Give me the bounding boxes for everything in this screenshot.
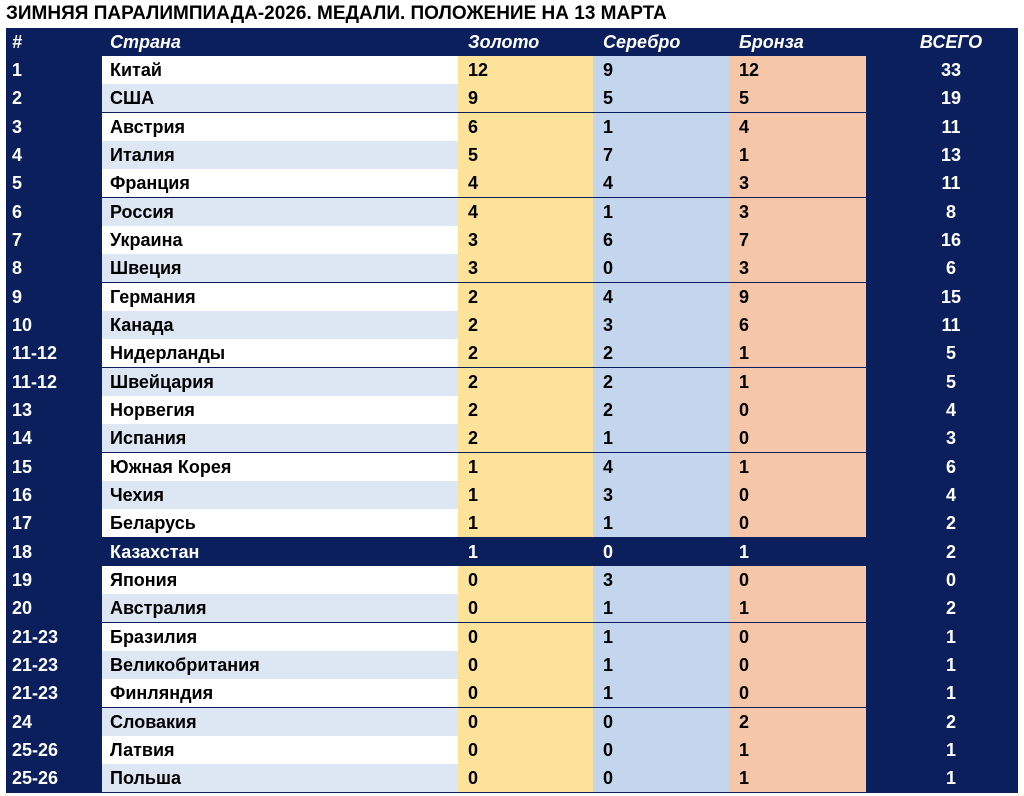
total-cell: 33 xyxy=(940,60,962,80)
total-cell: 3 xyxy=(945,428,956,449)
bronze-cell: 4 xyxy=(729,113,866,141)
rank-cell: 25-26 xyxy=(12,768,59,789)
bronze-cell: 9 xyxy=(729,283,866,311)
table-row xyxy=(6,424,1018,452)
bronze-cell: 12 xyxy=(729,56,866,84)
bronze-cell: 1 xyxy=(729,141,866,169)
header-bronze: Бронза xyxy=(739,32,804,52)
gold-cell: 2 xyxy=(458,283,593,311)
country-cell: Франция xyxy=(102,169,458,197)
header-gold: Золото xyxy=(468,32,540,52)
rank-cell: 24 xyxy=(12,711,33,732)
silver-cell: 2 xyxy=(593,368,729,396)
gold-cell: 9 xyxy=(458,84,593,112)
rank-cell: 7 xyxy=(12,229,23,250)
total-cell: 2 xyxy=(945,711,956,732)
rank-cell: 8 xyxy=(12,258,23,279)
gold-cell: 0 xyxy=(458,708,593,736)
rank-cell: 2 xyxy=(12,88,23,109)
bronze-cell: 7 xyxy=(729,226,866,254)
silver-cell: 7 xyxy=(593,141,729,169)
table-row xyxy=(6,679,1018,707)
country-cell: Великобритания xyxy=(102,651,458,679)
bronze-cell: 5 xyxy=(729,84,866,112)
bronze-cell: 0 xyxy=(729,481,866,509)
total-cell: 16 xyxy=(940,229,962,250)
total-cell: 11 xyxy=(941,116,961,137)
country-cell: Чехия xyxy=(102,481,458,509)
rank-cell: 21-23 xyxy=(12,654,59,675)
country-cell: Латвия xyxy=(102,736,458,764)
total-cell: 2 xyxy=(945,598,956,619)
bronze-cell: 6 xyxy=(729,311,866,339)
table-row xyxy=(6,481,1018,509)
gold-cell: 0 xyxy=(458,566,593,594)
rank-cell: 16 xyxy=(12,484,33,505)
silver-cell: 4 xyxy=(593,283,729,311)
gold-cell: 0 xyxy=(458,679,593,707)
gold-cell: 12 xyxy=(458,56,593,84)
silver-cell: 3 xyxy=(593,566,729,594)
total-cell: 13 xyxy=(940,144,962,165)
total-cell: 8 xyxy=(945,201,956,222)
rank-cell: 10 xyxy=(12,314,33,335)
gold-cell: 1 xyxy=(458,509,593,537)
country-cell: Норвегия xyxy=(102,396,458,424)
bronze-cell: 1 xyxy=(729,764,866,792)
total-cell: 1 xyxy=(945,683,956,704)
country-cell: Бразилия xyxy=(102,623,458,651)
total-cell: 5 xyxy=(945,343,956,364)
rank-cell: 5 xyxy=(12,173,23,194)
country-cell: Австралия xyxy=(102,594,458,622)
total-cell: 2 xyxy=(945,513,956,534)
header-rank: # xyxy=(12,32,23,52)
table-header xyxy=(6,28,1018,56)
rank-cell: 21-23 xyxy=(12,626,59,647)
bronze-cell: 0 xyxy=(729,396,866,424)
gold-cell: 0 xyxy=(458,594,593,622)
table-row xyxy=(6,254,1018,282)
total-cell: 11 xyxy=(941,173,961,194)
country-cell: Австрия xyxy=(102,113,458,141)
table-row xyxy=(6,623,1018,651)
country-cell: Германия xyxy=(102,283,458,311)
total-cell: 0 xyxy=(945,569,956,590)
gold-cell: 4 xyxy=(458,169,593,197)
table-row xyxy=(6,339,1018,367)
country-cell: Испания xyxy=(102,424,458,452)
country-cell: Казахстан xyxy=(102,538,458,566)
table-row xyxy=(6,141,1018,169)
table-row xyxy=(6,538,1018,566)
country-cell: Россия xyxy=(102,198,458,226)
country-cell: Канада xyxy=(102,311,458,339)
table-row xyxy=(6,764,1018,792)
silver-cell: 1 xyxy=(593,679,729,707)
bronze-cell: 2 xyxy=(729,708,866,736)
country-cell: Южная Корея xyxy=(102,453,458,481)
silver-cell: 4 xyxy=(593,453,729,481)
table-row xyxy=(6,594,1018,622)
table-row xyxy=(6,708,1018,736)
bronze-cell: 0 xyxy=(729,679,866,707)
silver-cell: 2 xyxy=(593,396,729,424)
rank-cell: 1 xyxy=(12,60,23,80)
table-row xyxy=(6,169,1018,197)
silver-cell: 1 xyxy=(593,651,729,679)
silver-cell: 6 xyxy=(593,226,729,254)
total-cell: 6 xyxy=(945,258,956,279)
country-cell: Словакия xyxy=(102,708,458,736)
total-cell: 1 xyxy=(945,739,956,760)
gold-cell: 3 xyxy=(458,226,593,254)
table-row xyxy=(6,226,1018,254)
silver-cell: 0 xyxy=(593,254,729,282)
gold-cell: 5 xyxy=(458,141,593,169)
country-cell: Япония xyxy=(102,566,458,594)
country-cell: Китай xyxy=(102,56,458,84)
gold-cell: 2 xyxy=(458,396,593,424)
rank-cell: 11-12 xyxy=(12,343,58,364)
country-cell: Швеция xyxy=(102,254,458,282)
rank-cell: 20 xyxy=(12,598,33,619)
rank-cell: 11-12 xyxy=(12,371,58,392)
gold-cell: 0 xyxy=(458,623,593,651)
silver-cell: 0 xyxy=(593,736,729,764)
silver-cell: 1 xyxy=(593,509,729,537)
bronze-cell: 1 xyxy=(729,339,866,367)
table-row xyxy=(6,396,1018,424)
country-cell: Украина xyxy=(102,226,458,254)
table-row xyxy=(6,198,1018,226)
rank-cell: 15 xyxy=(12,456,33,477)
silver-cell: 0 xyxy=(593,708,729,736)
gold-cell: 1 xyxy=(458,481,593,509)
silver-cell: 1 xyxy=(593,424,729,452)
silver-cell: 0 xyxy=(593,764,729,792)
table-row xyxy=(6,736,1018,764)
gold-cell: 2 xyxy=(458,368,593,396)
bronze-cell: 1 xyxy=(729,538,866,566)
country-cell: Финляндия xyxy=(102,679,458,707)
bronze-cell: 1 xyxy=(729,736,866,764)
rank-cell: 13 xyxy=(12,399,33,420)
header-total: ВСЕГО xyxy=(919,32,983,52)
rank-cell: 14 xyxy=(12,428,33,449)
country-cell: Польша xyxy=(102,764,458,792)
total-cell: 2 xyxy=(945,541,956,562)
rank-cell: 3 xyxy=(12,116,23,137)
table-row xyxy=(6,56,1018,84)
table-row xyxy=(6,453,1018,481)
table-row xyxy=(6,509,1018,537)
table-row xyxy=(6,311,1018,339)
gold-cell: 2 xyxy=(458,311,593,339)
total-cell: 19 xyxy=(940,88,962,109)
silver-cell: 4 xyxy=(593,169,729,197)
silver-cell: 1 xyxy=(593,623,729,651)
gold-cell: 1 xyxy=(458,453,593,481)
bronze-cell: 0 xyxy=(729,566,866,594)
rank-cell: 17 xyxy=(12,513,33,534)
silver-cell: 0 xyxy=(593,538,729,566)
silver-cell: 1 xyxy=(593,198,729,226)
total-cell: 1 xyxy=(945,626,956,647)
rank-cell: 21-23 xyxy=(12,683,59,704)
bronze-cell: 1 xyxy=(729,368,866,396)
gold-cell: 0 xyxy=(458,736,593,764)
table-row xyxy=(6,566,1018,594)
bronze-cell: 0 xyxy=(729,651,866,679)
bronze-cell: 0 xyxy=(729,623,866,651)
table-row xyxy=(6,651,1018,679)
silver-cell: 3 xyxy=(593,481,729,509)
table-row xyxy=(6,113,1018,141)
header-silver: Серебро xyxy=(603,32,681,52)
total-cell: 6 xyxy=(945,456,956,477)
gold-cell: 3 xyxy=(458,254,593,282)
gold-cell: 6 xyxy=(458,113,593,141)
header-country: Страна xyxy=(110,32,181,52)
rank-cell: 9 xyxy=(12,286,23,307)
silver-cell: 3 xyxy=(593,311,729,339)
gold-cell: 1 xyxy=(458,538,593,566)
silver-cell: 2 xyxy=(593,339,729,367)
total-cell: 4 xyxy=(945,399,956,420)
gold-cell: 0 xyxy=(458,764,593,792)
rank-cell: 6 xyxy=(12,201,23,222)
silver-cell: 1 xyxy=(593,113,729,141)
bronze-cell: 3 xyxy=(729,169,866,197)
bronze-cell: 1 xyxy=(729,594,866,622)
country-cell: Беларусь xyxy=(102,509,458,537)
total-cell: 4 xyxy=(945,484,956,505)
gold-cell: 2 xyxy=(458,424,593,452)
table-row xyxy=(6,283,1018,311)
country-cell: США xyxy=(102,84,458,112)
rank-cell: 4 xyxy=(12,144,23,165)
table-row xyxy=(6,368,1018,396)
total-cell: 5 xyxy=(945,371,956,392)
country-cell: Нидерланды xyxy=(102,339,458,367)
total-cell: 1 xyxy=(945,654,956,675)
gold-cell: 2 xyxy=(458,339,593,367)
country-cell: Италия xyxy=(102,141,458,169)
total-cell: 15 xyxy=(940,286,962,307)
silver-cell: 9 xyxy=(593,56,729,84)
bronze-cell: 0 xyxy=(729,509,866,537)
table-row xyxy=(6,84,1018,112)
rank-cell: 19 xyxy=(12,569,33,590)
total-cell: 1 xyxy=(945,768,956,789)
bronze-cell: 3 xyxy=(729,254,866,282)
silver-cell: 5 xyxy=(593,84,729,112)
page-title: ЗИМНЯЯ ПАРАЛИМПИАДА-2026. МЕДАЛИ. ПОЛОЖЕНИЕ НА 13 МАРТА xyxy=(6,3,667,24)
rank-cell: 18 xyxy=(12,541,33,562)
bronze-cell: 3 xyxy=(729,198,866,226)
silver-cell: 1 xyxy=(593,594,729,622)
bronze-cell: 0 xyxy=(729,424,866,452)
medal-table xyxy=(6,28,1018,793)
country-cell: Швейцария xyxy=(102,368,458,396)
gold-cell: 0 xyxy=(458,651,593,679)
gold-cell: 4 xyxy=(458,198,593,226)
bronze-cell: 1 xyxy=(729,453,866,481)
total-cell: 11 xyxy=(941,314,961,335)
rank-cell: 25-26 xyxy=(12,739,59,760)
